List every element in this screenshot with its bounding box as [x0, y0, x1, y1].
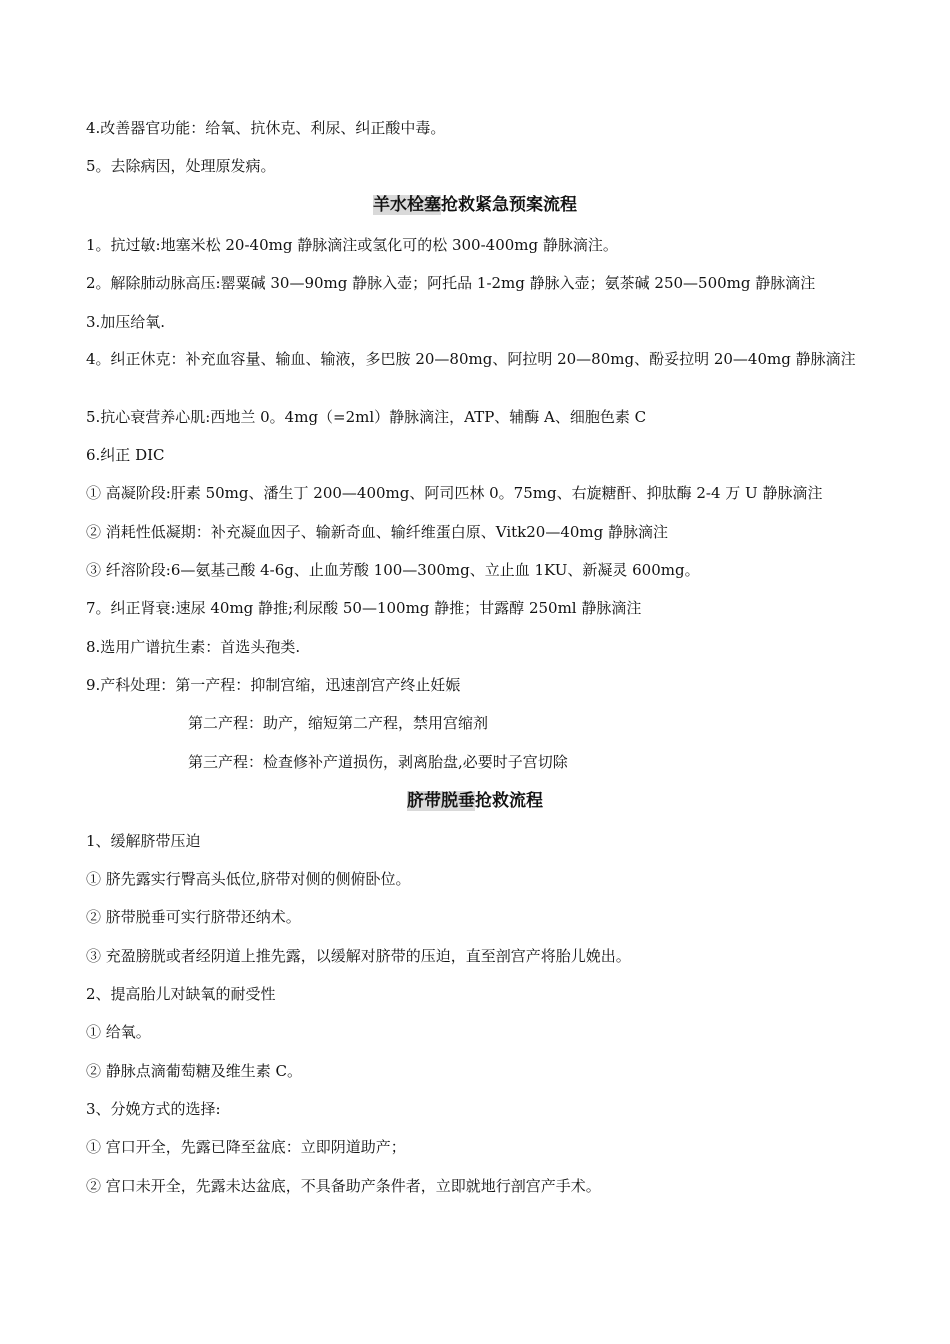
list-item: 6.纠正 DIC: [86, 446, 165, 464]
list-item: ② 静脉点滴葡萄糖及维生素 C。: [86, 1062, 303, 1080]
list-item: 2、提高胎儿对缺氧的耐受性: [86, 985, 276, 1003]
list-item: ② 消耗性低凝期：补充凝血因子、输新奇血、输纤维蛋白原、Vitk20—40mg 静脉滴注: [86, 523, 669, 541]
list-item: 2。解除肺动脉高压:罂粟碱 30—90mg 静脉入壶；阿托品 1-2mg 静脉入壶；氨茶碱 250—500mg 静脉滴注: [86, 274, 816, 292]
list-item: 1、缓解脐带压迫: [86, 832, 201, 850]
list-item: ② 脐带脱垂可实行脐带还纳术。: [86, 908, 301, 926]
list-item-indented: 第二产程：助产，缩短第二产程，禁用宫缩剂: [188, 714, 489, 732]
paragraph: 5。去除病因，处理原发病。: [86, 157, 276, 175]
heading-text: 抢救流程: [475, 791, 543, 811]
list-item: 4。纠正休克：补充血容量、输血、输液，多巴胺 20—80mg、阿拉明 20—80mg、酚妥拉明 20—40mg 静脉滴注: [86, 350, 856, 368]
list-item: ① 脐先露实行臀高头低位,脐带对侧的侧俯卧位。: [86, 870, 411, 888]
list-item: 3.加压给氧.: [86, 313, 166, 331]
list-item: 1。抗过敏:地塞米松 20-40mg 静脉滴注或氢化可的松 300-400mg 静脉滴注。: [86, 236, 618, 254]
list-item: 7。纠正肾衰:速尿 40mg 静推;利尿酸 50—100mg 静推；甘露醇 250ml 静脉滴注: [86, 599, 642, 617]
list-item: ③ 充盈膀胱或者经阴道上推先露，以缓解对脐带的压迫，直至剖宫产将胎儿娩出。: [86, 947, 631, 965]
list-item: ① 宫口开全，先露已降至盆底：立即阴道助产；: [86, 1138, 406, 1156]
paragraph: 4.改善器官功能：给氧、抗休克、利尿、纠正酸中毒。: [86, 119, 446, 137]
heading-text: 抢救紧急预案流程: [441, 195, 577, 215]
heading-highlight: 脐带脱垂: [407, 791, 475, 811]
list-item: 3、分娩方式的选择:: [86, 1100, 221, 1118]
list-item: 9.产科处理：第一产程：抑制宫缩，迅速剖宫产终止妊娠: [86, 676, 461, 694]
list-item: ③ 纤溶阶段:6—氨基己酸 4-6g、止血芳酸 100—300mg、立止血 1KU、新凝灵 600mg。: [86, 561, 700, 579]
list-item-indented: 第三产程：检查修补产道损伤，剥离胎盘,必要时子宫切除: [188, 753, 568, 771]
list-item: 5.抗心衰营养心肌:西地兰 0。4mg（=2ml）静脉滴注，ATP、辅酶 A、细胞色素 C: [86, 408, 647, 426]
list-item: 8.选用广谱抗生素：首选头孢类.: [86, 638, 301, 656]
heading-highlight: 羊水栓塞: [373, 195, 441, 215]
list-item: ① 高凝阶段:肝素 50mg、潘生丁 200—400mg、阿司匹林 0。75mg、右旋糖酐、抑肽酶 2-4 万 U 静脉滴注: [86, 484, 823, 502]
section-heading-amniotic-embolism: [0, 194, 950, 216]
section-heading-cord-prolapse: [0, 790, 950, 812]
list-item: ② 宫口未开全，先露未达盆底，不具备助产条件者，立即就地行剖宫产手术。: [86, 1177, 601, 1195]
list-item: ① 给氧。: [86, 1023, 151, 1041]
